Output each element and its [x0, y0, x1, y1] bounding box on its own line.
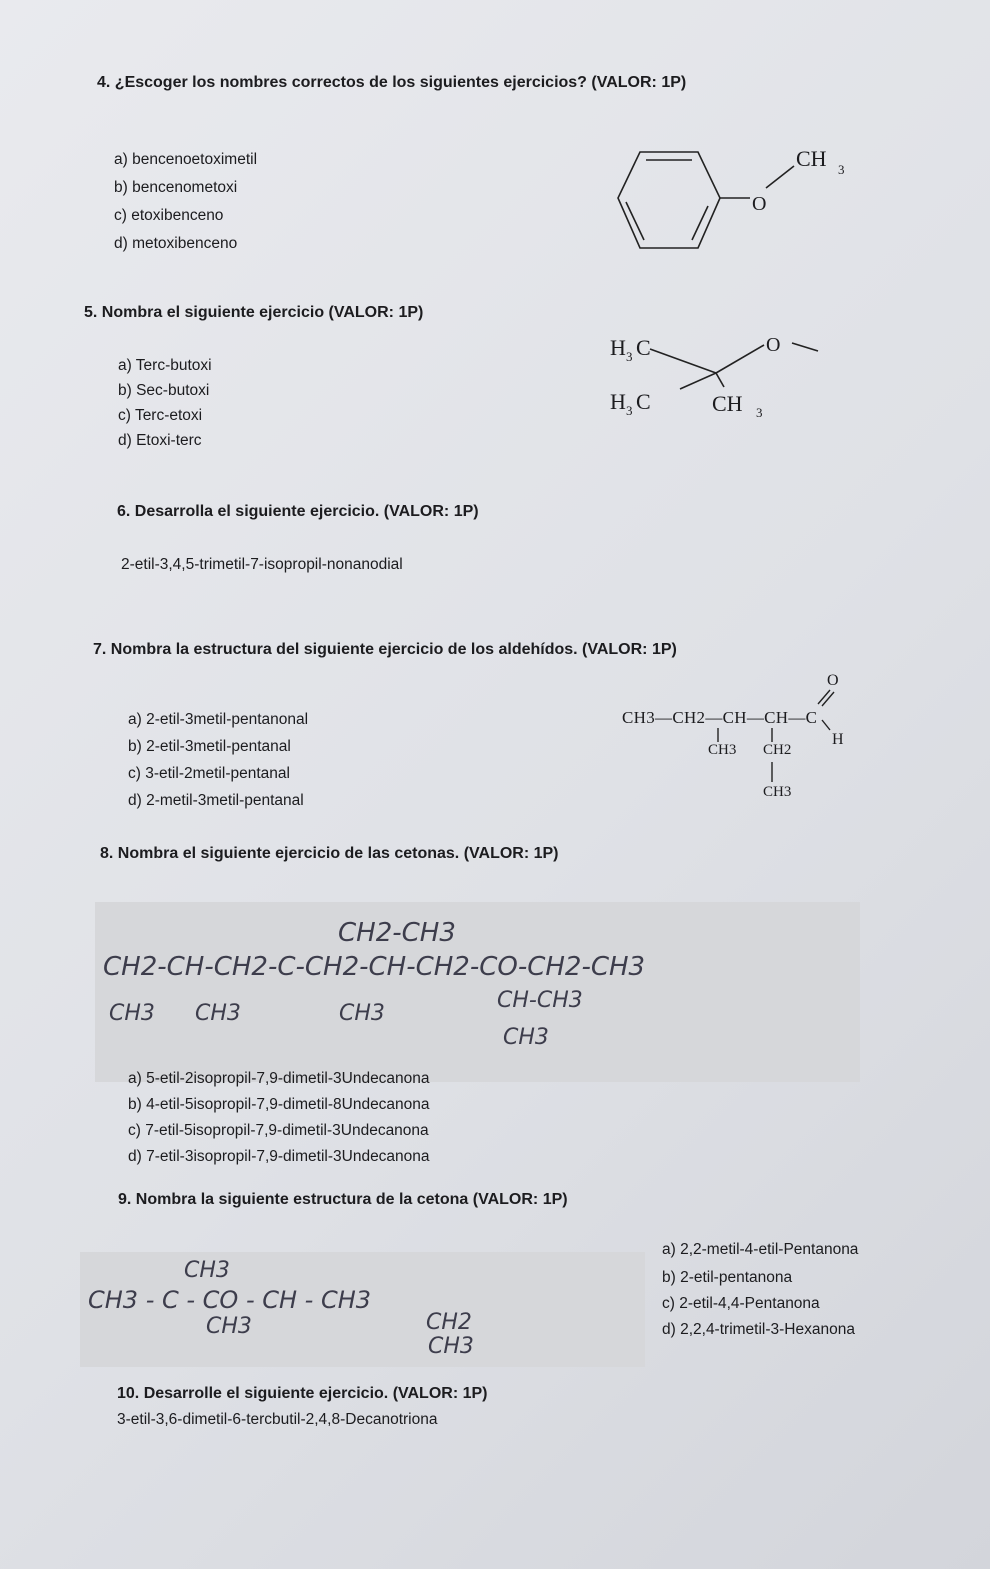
q5-option-c[interactable]: c) Terc-etoxi: [118, 407, 203, 424]
question-10-title: 10. Desarrolle el siguiente ejercicio. (VALOR: 1P): [117, 1385, 488, 1402]
q9-hw-main: CH3 - C - CO - CH - CH3: [88, 1286, 372, 1314]
q9-hw-below3: CH3: [428, 1334, 474, 1359]
q7-aldehyde-oxygen: O: [827, 672, 839, 689]
q10-compound-name: 3-etil-3,6-dimetil-6-tercbutil-2,4,8-Decanotriona: [117, 1411, 438, 1428]
q5-option-b[interactable]: b) Sec-butoxi: [118, 382, 210, 399]
q7-option-a[interactable]: a) 2-etil-3metil-pentanonal: [128, 711, 309, 728]
q7-aldehyde-h: H: [832, 731, 844, 748]
q5-ch-label: CH: [712, 391, 743, 416]
svg-text:H: H: [610, 389, 626, 414]
question-9-title: 9. Nombra la siguiente estructura de la cetona (VALOR: 1P): [118, 1191, 568, 1208]
question-6-title: 6. Desarrolla el siguiente ejercicio. (VALOR: 1P): [117, 503, 479, 520]
q9-handwritten-area: [80, 1252, 645, 1367]
svg-text:3: 3: [626, 403, 633, 418]
q7-sub-methyl: CH3: [708, 742, 737, 758]
q8-hw-top: CH2-CH3: [338, 918, 456, 948]
question-8-title: 8. Nombra el siguiente ejercicio de las cetonas. (VALOR: 1P): [100, 845, 559, 862]
q4-option-b[interactable]: b) bencenometoxi: [114, 179, 238, 196]
q8-hw-sub1: CH3: [109, 1001, 155, 1026]
q5-bottom-methyl: C: [636, 389, 651, 414]
q4-ch-label: CH: [796, 146, 827, 171]
q5-oxygen: O: [766, 334, 781, 356]
q8-hw-sub3: CH3: [339, 1001, 385, 1026]
q8-option-b[interactable]: b) 4-etil-5isopropil-7,9-dimetil-8Undecanona: [128, 1096, 430, 1113]
svg-text:H: H: [610, 335, 626, 360]
q7-option-d[interactable]: d) 2-metil-3metil-pentanal: [128, 792, 304, 809]
q7-option-c[interactable]: c) 3-etil-2metil-pentanal: [128, 765, 290, 782]
q7-sub-ch2: CH2: [763, 742, 792, 758]
question-4-title: 4. ¿Escoger los nombres correctos de los siguientes ejercicios? (VALOR: 1P): [97, 74, 687, 91]
q9-option-a[interactable]: a) 2,2-metil-4-etil-Pentanona: [662, 1241, 859, 1258]
q4-ch-sub: 3: [838, 162, 845, 177]
q7-main-chain: CH3—CH2—CH—CH—C: [622, 708, 818, 727]
q8-hw-sub5: CH3: [503, 1025, 549, 1050]
q8-option-a[interactable]: a) 5-etil-2isopropil-7,9-dimetil-3Undecanona: [128, 1070, 430, 1087]
q5-option-a[interactable]: a) Terc-butoxi: [118, 357, 212, 374]
q5-option-d[interactable]: d) Etoxi-terc: [118, 432, 202, 449]
q4-option-a[interactable]: a) bencenoetoximetil: [114, 151, 258, 168]
svg-text:3: 3: [756, 405, 763, 420]
q6-compound-name: 2-etil-3,4,5-trimetil-7-isopropil-nonanodial: [121, 556, 403, 573]
q7-option-b[interactable]: b) 2-etil-3metil-pentanal: [128, 738, 291, 755]
q7-sub-ch3: CH3: [763, 784, 792, 800]
question-7-title: 7. Nombra la estructura del siguiente ejercicio de los aldehídos. (VALOR: 1P): [93, 641, 677, 658]
q4-option-d[interactable]: d) metoxibenceno: [114, 235, 238, 252]
q8-hw-sub2: CH3: [195, 1001, 241, 1026]
q8-option-c[interactable]: c) 7-etil-5isopropil-7,9-dimetil-3Undecanona: [128, 1122, 429, 1139]
q4-structure: [570, 130, 870, 270]
q9-hw-top: CH3: [184, 1258, 230, 1283]
q9-hw-below1: CH3: [206, 1314, 252, 1339]
q4-option-c[interactable]: c) etoxibenceno: [114, 207, 224, 224]
q9-option-c[interactable]: c) 2-etil-4,4-Pentanona: [662, 1295, 820, 1312]
benzene-ring: [618, 152, 720, 248]
svg-text:3: 3: [626, 349, 633, 364]
q9-hw-below2: CH2: [426, 1310, 472, 1335]
q5-structure: [600, 325, 840, 435]
q7-bonds: [700, 686, 850, 786]
q8-hw-sub4: CH-CH3: [497, 988, 583, 1013]
q5-top-methyl: C: [636, 335, 651, 360]
q8-hw-main: CH2-CH-CH2-C-CH2-CH-CH2-CO-CH2-CH3: [103, 952, 646, 982]
q8-handwritten-area: [95, 902, 860, 1082]
question-5-title: 5. Nombra el siguiente ejercicio (VALOR: 1P): [84, 304, 424, 321]
q8-option-d[interactable]: d) 7-etil-3isopropil-7,9-dimetil-3Undecanona: [128, 1148, 430, 1165]
q9-option-b[interactable]: b) 2-etil-pentanona: [662, 1269, 793, 1286]
q4-oxygen: O: [752, 193, 767, 215]
q9-option-d[interactable]: d) 2,2,4-trimetil-3-Hexanona: [662, 1321, 855, 1338]
